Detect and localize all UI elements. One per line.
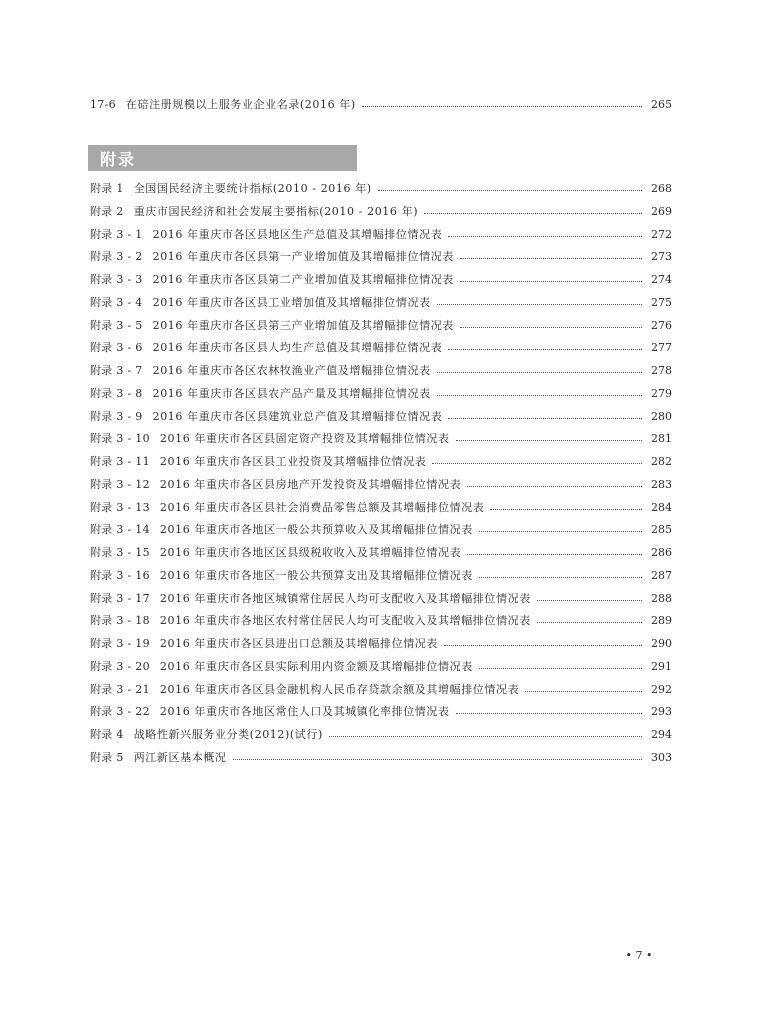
toc-leader-dots — [456, 429, 642, 449]
toc-leader-dots — [490, 498, 642, 518]
toc-entry[interactable] — [90, 520, 672, 540]
toc-entry[interactable] — [90, 725, 672, 745]
toc-entry-code: 附录 3 - 12 — [90, 477, 150, 491]
toc-leader-dots — [378, 179, 642, 199]
toc-entry-code: 附录 3 - 17 — [90, 591, 150, 605]
toc-entry-code: 附录 3 - 4 — [90, 295, 143, 309]
toc-entry[interactable] — [90, 225, 672, 245]
section-title: 附录 — [100, 149, 137, 169]
toc-entry-title: 2016 年重庆市各区县金融机构人民币存贷款余额及其增幅排位情况表 — [159, 682, 520, 696]
toc-entry-code: 附录 3 - 2 — [90, 250, 143, 264]
toc-entry-code: 附录 3 - 21 — [90, 682, 150, 696]
toc-entry-code: 附录 3 - 3 — [90, 273, 143, 286]
toc-entry-code: 附录 3 - 18 — [90, 614, 150, 628]
toc-entry-title: 在碚注册规模以上服务业企业名录(2016 年) — [125, 98, 356, 111]
toc-entry-page: 284 — [651, 500, 672, 514]
toc-entry[interactable] — [90, 657, 672, 677]
toc-entry[interactable] — [90, 202, 672, 222]
toc-entry-page: 288 — [651, 591, 672, 605]
toc-entry-code: 附录 3 - 13 — [90, 500, 150, 514]
toc-entry[interactable] — [90, 338, 672, 358]
toc-leader-dots — [525, 680, 642, 700]
toc-entry-title: 2016 年重庆市各区县人均生产总值及其增幅排位情况表 — [152, 341, 443, 355]
toc-entry[interactable] — [90, 566, 672, 586]
toc-entry[interactable] — [90, 429, 672, 449]
toc-entry[interactable] — [90, 179, 672, 199]
toc-leader-dots — [467, 475, 642, 495]
toc-entry-code: 附录 3 - 15 — [90, 546, 150, 559]
toc-entry[interactable] — [90, 247, 672, 267]
toc-leader-dots — [460, 247, 642, 267]
toc-entry[interactable] — [90, 384, 672, 404]
toc-leader-dots — [448, 407, 642, 427]
toc-entry-title: 2016 年重庆市各区县第三产业增加值及其增幅排位情况表 — [152, 318, 454, 332]
toc-leader-dots — [460, 316, 642, 336]
toc-entry-page: 275 — [651, 295, 672, 309]
toc-entry[interactable] — [90, 611, 672, 631]
toc-entry-code: 附录 5 — [90, 750, 124, 764]
toc-entry-page: 280 — [651, 409, 672, 423]
toc-entry-title: 战略性新兴服务业分类(2012)(试行) — [133, 728, 323, 741]
toc-entry[interactable] — [90, 452, 672, 472]
toc-entry[interactable] — [90, 702, 672, 722]
toc-entry-title: 2016 年重庆市各地区农村常住居民人均可支配收入及其增幅排位情况表 — [159, 614, 531, 628]
toc-entry[interactable] — [90, 293, 672, 313]
toc-entry-title: 2016 年重庆市各区县建筑业总产值及其增幅排位情况表 — [152, 409, 443, 423]
toc-entry-page: 289 — [651, 614, 672, 628]
toc-entry[interactable] — [90, 361, 672, 381]
toc-entry-code: 附录 3 - 22 — [90, 705, 150, 719]
toc-leader-dots — [362, 95, 642, 115]
toc-leader-dots — [479, 657, 642, 677]
toc-entry-code: 附录 4 — [90, 728, 124, 741]
toc-entry-page: 277 — [651, 341, 672, 355]
toc-entry-title: 2016 年重庆市各区县社会消费品零售总额及其增幅排位情况表 — [159, 500, 485, 514]
toc-entry-page: 265 — [651, 98, 672, 111]
toc-leader-dots — [437, 293, 642, 313]
toc-entry-title: 2016 年重庆市各区县工业投资及其增幅排位情况表 — [159, 455, 427, 468]
toc-entry-title: 2016 年重庆市各区县第一产业增加值及其增幅排位情况表 — [152, 250, 454, 264]
toc-leader-dots — [537, 589, 642, 609]
toc-entry-title: 2016 年重庆市各地区一般公共预算收入及其增幅排位情况表 — [159, 523, 473, 537]
toc-entry-title: 2016 年重庆市各区县第二产业增加值及其增幅排位情况表 — [152, 273, 454, 286]
toc-entry[interactable] — [90, 543, 672, 563]
toc-entry-page: 285 — [651, 523, 672, 537]
toc-leader-dots — [432, 452, 642, 472]
toc-entry-title: 2016 年重庆市各区县农产品产量及其增幅排位情况表 — [152, 386, 431, 400]
toc-leader-dots — [456, 702, 642, 722]
toc-entry[interactable] — [90, 475, 672, 495]
toc-entry-code: 附录 3 - 7 — [90, 364, 143, 377]
toc-leader-dots — [437, 384, 642, 404]
toc-entry[interactable] — [90, 748, 672, 768]
toc-entry-page: 279 — [651, 386, 672, 400]
toc-entry-page: 287 — [651, 568, 672, 582]
toc-entry[interactable] — [90, 270, 672, 290]
toc-entry-title: 2016 年重庆市各地区城镇常住居民人均可支配收入及其增幅排位情况表 — [159, 591, 531, 605]
toc-entry-title: 2016 年重庆市各区县进出口总额及其增幅排位情况表 — [159, 637, 438, 650]
toc-entry-code: 附录 3 - 5 — [90, 318, 143, 332]
toc-entry-17-6[interactable] — [90, 95, 672, 115]
toc-entry-code: 附录 3 - 19 — [90, 637, 150, 650]
toc-entry[interactable] — [90, 634, 672, 654]
toc-entry-page: 294 — [651, 728, 672, 741]
toc-entry-page: 272 — [651, 227, 672, 241]
toc-entry-code: 附录 3 - 10 — [90, 432, 150, 446]
toc-entry-title: 2016 年重庆市各区农林牧渔业产值及增幅排位情况表 — [152, 364, 431, 377]
toc-entry-page: 281 — [651, 432, 672, 446]
toc-entry-title: 2016 年重庆市各区县工业增加值及其增幅排位情况表 — [152, 295, 431, 309]
toc-leader-dots — [448, 338, 642, 358]
toc-leader-dots — [479, 520, 642, 540]
toc-entry-page: 291 — [651, 659, 672, 673]
toc-entry-code: 附录 3 - 14 — [90, 523, 150, 537]
toc-leader-dots — [448, 225, 642, 245]
toc-entry-page: 276 — [651, 318, 672, 332]
toc-leader-dots — [233, 748, 642, 768]
toc-entry-title: 2016 年重庆市各地区一般公共预算支出及其增幅排位情况表 — [159, 568, 473, 582]
toc-entry-page: 269 — [651, 204, 672, 218]
toc-entry-page: 290 — [651, 637, 672, 650]
toc-entry-page: 293 — [651, 705, 672, 719]
toc-entry-title: 2016 年重庆市各区县房地产开发投资及其增幅排位情况表 — [159, 477, 462, 491]
toc-entry-code: 附录 3 - 20 — [90, 659, 150, 673]
toc-entry-code: 17-6 — [90, 98, 116, 111]
toc-entry-page: 283 — [651, 477, 672, 491]
toc-entry[interactable] — [90, 316, 672, 336]
toc-entry-title: 全国国民经济主要统计指标(2010 - 2016 年) — [133, 182, 372, 195]
toc-entry[interactable] — [90, 589, 672, 609]
toc-leader-dots — [467, 543, 642, 563]
toc-entry-code: 附录 3 - 9 — [90, 409, 143, 423]
toc-leader-dots — [329, 725, 642, 745]
toc-leader-dots — [460, 270, 642, 290]
toc-entry-code: 附录 1 — [90, 182, 124, 195]
toc-entry-code: 附录 3 - 11 — [90, 455, 150, 468]
toc-leader-dots — [479, 566, 642, 586]
toc-entry-title: 两江新区基本概况 — [133, 750, 227, 764]
toc-entry-title: 2016 年重庆市各区县固定资产投资及其增幅排位情况表 — [159, 432, 450, 446]
toc-entry-title: 2016 年重庆市各区县实际利用内资金额及其增幅排位情况表 — [159, 659, 473, 673]
toc-entry-code: 附录 2 — [90, 204, 124, 218]
toc-entry-title: 2016 年重庆市各区县地区生产总值及其增幅排位情况表 — [152, 227, 443, 241]
toc-entry-page: 273 — [651, 250, 672, 264]
toc-leader-dots — [424, 202, 642, 222]
toc-entry-code: 附录 3 - 8 — [90, 386, 143, 400]
toc-entry-title: 重庆市国民经济和社会发展主要指标(2010 - 2016 年) — [133, 204, 419, 218]
toc-entry-title: 2016 年重庆市各地区常住人口及其城镇化率排位情况表 — [159, 705, 450, 719]
toc-entry[interactable] — [90, 407, 672, 427]
toc-leader-dots — [437, 361, 642, 381]
section-banner — [88, 145, 357, 171]
page-number: • 7 • — [625, 949, 653, 962]
toc-entry-page: 282 — [651, 455, 672, 468]
toc-entry-code: 附录 3 - 6 — [90, 341, 143, 355]
toc-entry-page: 286 — [651, 546, 672, 559]
toc-entry-code: 附录 3 - 16 — [90, 568, 150, 582]
toc-leader-dots — [537, 611, 642, 631]
toc-entry[interactable] — [90, 680, 672, 700]
toc-entry-page: 268 — [651, 182, 672, 195]
toc-entry-page: 303 — [651, 750, 672, 764]
toc-entry-code: 附录 3 - 1 — [90, 227, 143, 241]
toc-entry-page: 274 — [651, 273, 672, 286]
toc-entry-page: 292 — [651, 682, 672, 696]
toc-entry-title: 2016 年重庆市各地区区县级税收收入及其增幅排位情况表 — [159, 546, 462, 559]
toc-entry[interactable] — [90, 498, 672, 518]
toc-leader-dots — [444, 634, 642, 654]
toc-entry-page: 278 — [651, 364, 672, 377]
